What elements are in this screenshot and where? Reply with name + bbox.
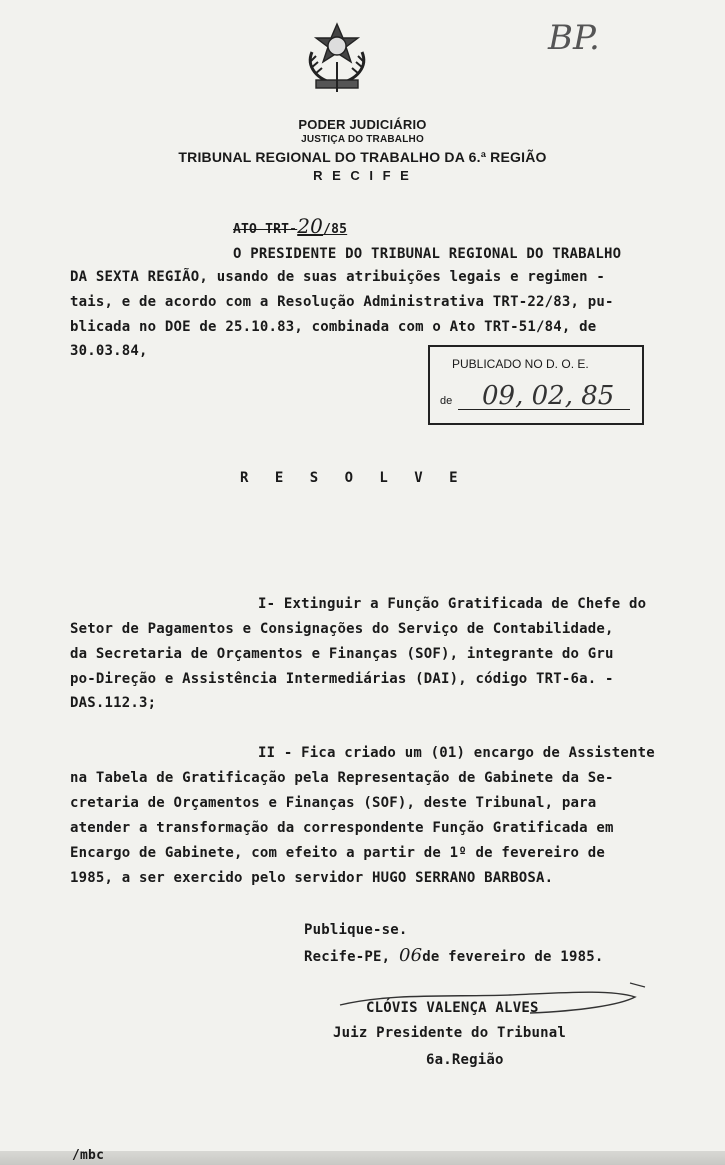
date-rest: de fevereiro de 1985. (422, 949, 604, 965)
place: Recife-PE, (304, 949, 391, 965)
item1-line-5: DAS.112.3; (70, 695, 157, 711)
signer-region: 6a.Região (426, 1052, 504, 1068)
preamble-line-4: blicada no DOE de 25.10.83, combinada com o Ato TRT-51/84, de (70, 319, 597, 335)
stamp-de-label: de (440, 395, 453, 407)
signer-role: Juiz Presidente do Tribunal (333, 1025, 566, 1041)
page-bottom-shadow (0, 1151, 725, 1165)
publique-se: Publique-se. (304, 922, 408, 938)
act-year: /85 (323, 222, 348, 237)
header-justica-do-trabalho: JUSTIÇA DO TRABALHO (301, 134, 424, 145)
publication-stamp (428, 345, 644, 425)
preamble-line-2: DA SEXTA REGIÃO, usando de suas atribuições legais e regimen - (70, 269, 605, 285)
act-number-handwritten: 20 (297, 214, 324, 238)
coat-of-arms-emblem (302, 22, 372, 94)
day-handwritten: 06 (398, 945, 423, 966)
header-tribunal: TRIBUNAL REGIONAL DO TRABALHO DA 6.ª REGIÃO (178, 149, 547, 165)
resolve-heading: R E S O L V E (240, 470, 467, 486)
handwritten-initials: BP. (548, 18, 600, 58)
item2-line-2: na Tabela de Gratificação pela Representação de Gabinete da Se- (70, 770, 614, 786)
stamp-date-underline (458, 409, 630, 410)
preamble-line-1: O PRESIDENTE DO TRIBUNAL REGIONAL DO TRABALHO (233, 246, 622, 262)
item2-line-4: atender a transformação da correspondente Função Gratificada em (70, 820, 614, 836)
place-and-date (304, 945, 603, 966)
item1-line-2: Setor de Pagamentos e Consignações do Serviço de Contabilidade, (70, 621, 614, 637)
item2-line-1: II - Fica criado um (01) encargo de Assistente (258, 745, 655, 761)
typist-initials: /mbc (72, 1148, 105, 1163)
act-prefix: ATO TRT- (233, 222, 298, 237)
item1-line-1: I- Extinguir a Função Gratificada de Chefe do (258, 596, 647, 612)
item2-line-5: Encargo de Gabinete, com efeito a partir de 1º de fevereiro de (70, 845, 605, 861)
signer-name: CLÓVIS VALENÇA ALVES (366, 1000, 539, 1016)
item2-line-3: cretaria de Orçamentos e Finanças (SOF), deste Tribunal, para (70, 795, 597, 811)
header-poder-judiciario: PODER JUDICIÁRIO (298, 117, 427, 132)
stamp-title: PUBLICADO NO D. O. E. (452, 357, 589, 371)
preamble-line-5: 30.03.84, (70, 343, 148, 359)
preamble-line-3: tais, e de acordo com a Resolução Administrativa TRT-22/83, pu- (70, 294, 614, 310)
header-recife: R E C I F E (313, 168, 412, 183)
act-number (233, 214, 347, 238)
item1-line-4: po-Direção e Assistência Intermediárias (DAI), código TRT-6a. - (70, 671, 614, 687)
item2-line-6: 1985, a ser exercido pelo servidor HUGO SERRANO BARBOSA. (70, 870, 554, 886)
item1-line-3: da Secretaria de Orçamentos e Finanças (SOF), integrante do Gru (70, 646, 614, 662)
stamp-date: 09, 02, 85 (482, 381, 615, 411)
